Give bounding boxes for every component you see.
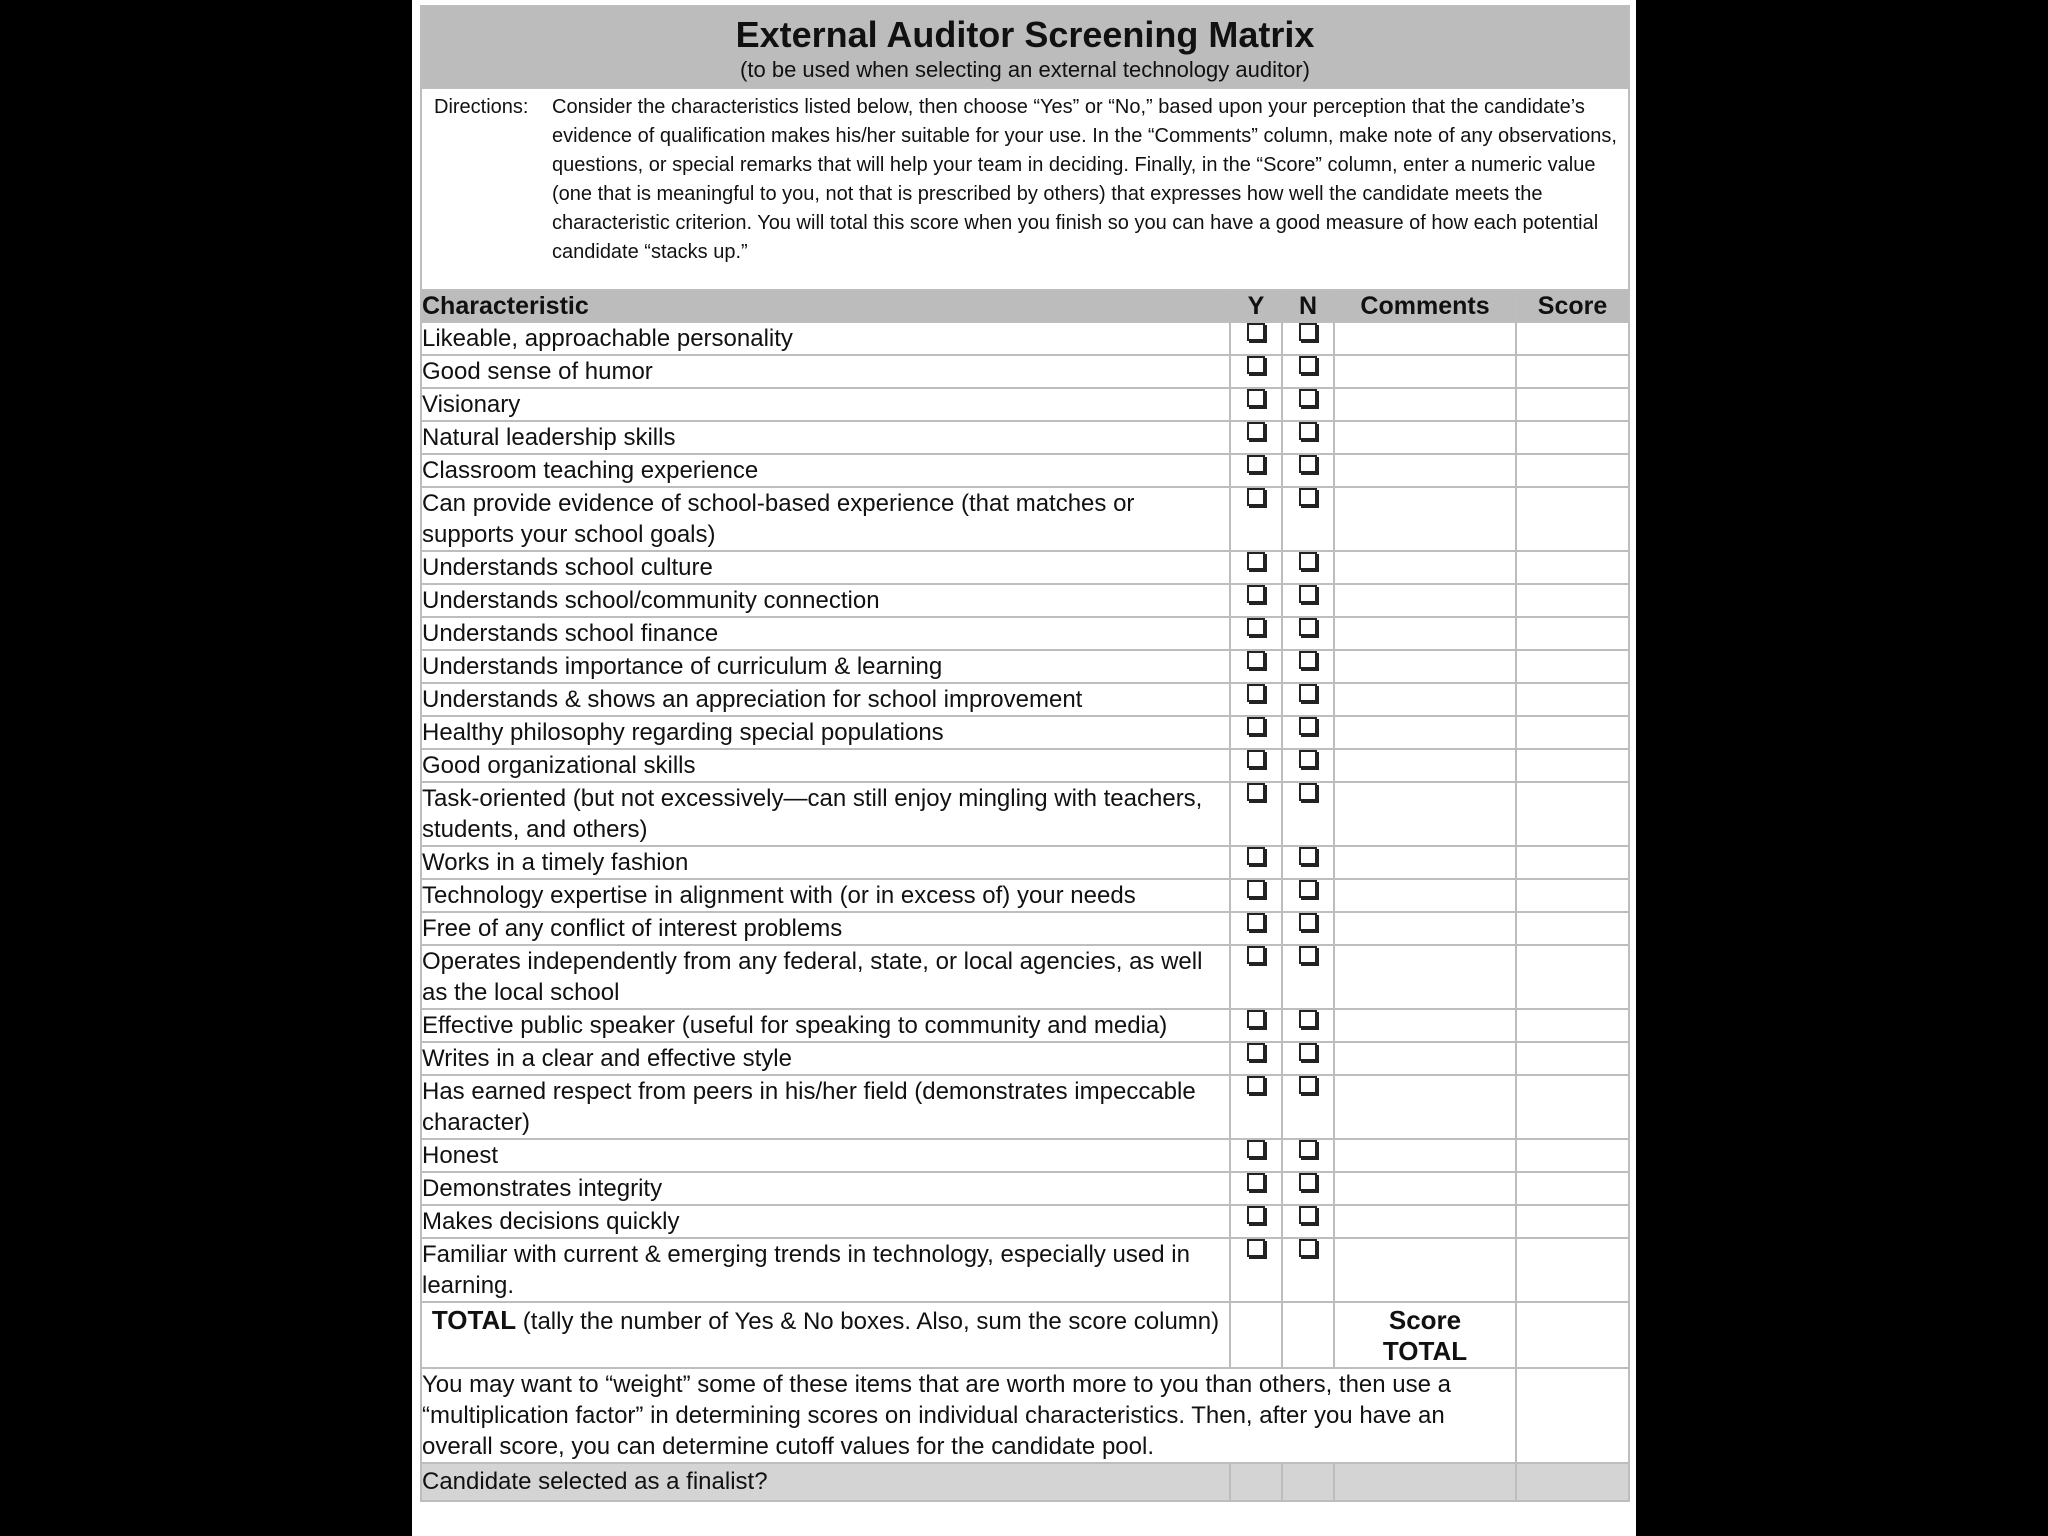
characteristic-row: [421, 388, 1629, 421]
document-page: [412, 0, 1636, 1536]
characteristic-row: [421, 749, 1629, 782]
yes-checkbox-cell: [1230, 912, 1282, 945]
comments-cell[interactable]: [1334, 1009, 1516, 1042]
yes-checkbox-cell: [1230, 551, 1282, 584]
column-header-characteristic: Characteristic: [421, 290, 1230, 322]
column-header-yes: Y: [1230, 290, 1282, 322]
yes-checkbox[interactable]: [1247, 1140, 1265, 1158]
no-checkbox[interactable]: [1299, 323, 1317, 341]
characteristic-row: [421, 1075, 1629, 1139]
yes-checkbox-cell: [1230, 1205, 1282, 1238]
total-yes-cell[interactable]: [1230, 1302, 1282, 1368]
characteristic-row: [421, 617, 1629, 650]
comments-cell[interactable]: [1334, 1139, 1516, 1172]
yes-checkbox[interactable]: [1247, 356, 1265, 374]
no-checkbox-cell: [1282, 879, 1334, 912]
characteristic-row: [421, 945, 1629, 1009]
characteristic-label: Has earned respect from peers in his/her field (demonstrates impeccable character): [421, 1075, 1230, 1139]
total-row: [421, 1302, 1629, 1368]
characteristic-row: [421, 912, 1629, 945]
characteristic-label: Can provide evidence of school-based experience (that matches or supports your school goals): [421, 487, 1230, 551]
comments-cell[interactable]: [1334, 617, 1516, 650]
yes-checkbox-cell: [1230, 846, 1282, 879]
characteristic-row: [421, 683, 1629, 716]
score-cell[interactable]: [1516, 683, 1629, 716]
score-total-label-line2: TOTAL: [1382, 1336, 1468, 1366]
no-checkbox[interactable]: [1299, 488, 1317, 506]
title-block: [421, 6, 1629, 88]
no-checkbox-cell: [1282, 1238, 1334, 1302]
yes-checkbox-cell: [1230, 716, 1282, 749]
yes-checkbox-cell: [1230, 584, 1282, 617]
comments-cell[interactable]: [1334, 322, 1516, 355]
comments-cell[interactable]: [1334, 1075, 1516, 1139]
no-checkbox-cell: [1282, 551, 1334, 584]
score-cell[interactable]: [1516, 846, 1629, 879]
comments-cell[interactable]: [1334, 846, 1516, 879]
comments-cell[interactable]: [1334, 1172, 1516, 1205]
characteristic-row: [421, 782, 1629, 846]
total-note: (tally the number of Yes & No boxes. Also, sum the score column): [522, 1308, 1220, 1335]
yes-checkbox[interactable]: [1247, 323, 1265, 341]
yes-checkbox[interactable]: [1247, 618, 1265, 636]
no-checkbox-cell: [1282, 355, 1334, 388]
characteristic-row: [421, 1009, 1629, 1042]
characteristic-label: Likeable, approachable personality: [421, 322, 1230, 355]
score-cell[interactable]: [1516, 421, 1629, 454]
score-cell[interactable]: [1516, 1009, 1629, 1042]
characteristic-label: Free of any conflict of interest problems: [421, 912, 1230, 945]
no-checkbox[interactable]: [1299, 717, 1317, 735]
yes-checkbox[interactable]: [1247, 488, 1265, 506]
yes-checkbox[interactable]: [1247, 783, 1265, 801]
yes-checkbox-cell: [1230, 1238, 1282, 1302]
yes-checkbox-cell: [1230, 1009, 1282, 1042]
score-cell[interactable]: [1516, 322, 1629, 355]
comments-cell[interactable]: [1334, 355, 1516, 388]
no-checkbox-cell: [1282, 912, 1334, 945]
directions-block: [421, 88, 1629, 290]
score-cell[interactable]: [1516, 749, 1629, 782]
characteristic-label: Writes in a clear and effective style: [421, 1042, 1230, 1075]
column-header-no: N: [1282, 290, 1334, 322]
column-header-score: Score: [1516, 290, 1629, 322]
comments-cell[interactable]: [1334, 912, 1516, 945]
weighting-note-blank-cell: [1516, 1368, 1629, 1463]
column-header-row: [421, 290, 1629, 322]
no-checkbox[interactable]: [1299, 783, 1317, 801]
characteristic-label: Understands school/community connection: [421, 584, 1230, 617]
weighting-note-row: [421, 1368, 1629, 1463]
yes-checkbox[interactable]: [1247, 1076, 1265, 1094]
score-cell[interactable]: [1516, 879, 1629, 912]
score-cell[interactable]: [1516, 1042, 1629, 1075]
characteristic-label: Classroom teaching experience: [421, 454, 1230, 487]
characteristic-row: [421, 650, 1629, 683]
score-cell[interactable]: [1516, 1205, 1629, 1238]
comments-cell[interactable]: [1334, 749, 1516, 782]
comments-cell[interactable]: [1334, 716, 1516, 749]
yes-checkbox-cell: [1230, 1172, 1282, 1205]
characteristic-row: [421, 1172, 1629, 1205]
no-checkbox-cell: [1282, 421, 1334, 454]
no-checkbox-cell: [1282, 584, 1334, 617]
yes-checkbox[interactable]: [1247, 913, 1265, 931]
no-checkbox-cell: [1282, 749, 1334, 782]
comments-cell[interactable]: [1334, 782, 1516, 846]
score-cell[interactable]: [1516, 487, 1629, 551]
comments-cell[interactable]: [1334, 683, 1516, 716]
comments-cell[interactable]: [1334, 454, 1516, 487]
characteristic-row: [421, 846, 1629, 879]
characteristic-label: Effective public speaker (useful for speaking to community and media): [421, 1009, 1230, 1042]
column-header-comments: Comments: [1334, 290, 1516, 322]
yes-checkbox-cell: [1230, 879, 1282, 912]
no-checkbox[interactable]: [1299, 1140, 1317, 1158]
no-checkbox[interactable]: [1299, 913, 1317, 931]
score-cell[interactable]: [1516, 912, 1629, 945]
characteristic-row: [421, 355, 1629, 388]
no-checkbox[interactable]: [1299, 880, 1317, 898]
no-checkbox-cell: [1282, 1172, 1334, 1205]
no-checkbox[interactable]: [1299, 389, 1317, 407]
characteristic-label: Understands & shows an appreciation for school improvement: [421, 683, 1230, 716]
score-cell[interactable]: [1516, 617, 1629, 650]
no-checkbox[interactable]: [1299, 585, 1317, 603]
yes-checkbox-cell: [1230, 421, 1282, 454]
characteristic-label: Understands importance of curriculum & learning: [421, 650, 1230, 683]
characteristic-label: Understands school culture: [421, 551, 1230, 584]
characteristic-row: [421, 454, 1629, 487]
characteristic-label: Technology expertise in alignment with (or in excess of) your needs: [421, 879, 1230, 912]
finalist-label: Candidate selected as a finalist?: [421, 1463, 1230, 1501]
no-checkbox-cell: [1282, 322, 1334, 355]
yes-checkbox-cell: [1230, 650, 1282, 683]
yes-checkbox-cell: [1230, 782, 1282, 846]
no-checkbox-cell: [1282, 650, 1334, 683]
yes-checkbox-cell: [1230, 749, 1282, 782]
total-label: TOTAL: [431, 1305, 517, 1335]
comments-cell[interactable]: [1334, 650, 1516, 683]
characteristic-label: Makes decisions quickly: [421, 1205, 1230, 1238]
no-checkbox[interactable]: [1299, 651, 1317, 669]
no-checkbox-cell: [1282, 1139, 1334, 1172]
characteristic-row: [421, 716, 1629, 749]
no-checkbox-cell: [1282, 1042, 1334, 1075]
yes-checkbox[interactable]: [1247, 389, 1265, 407]
no-checkbox[interactable]: [1299, 847, 1317, 865]
yes-checkbox[interactable]: [1247, 1173, 1265, 1191]
directions-label: Directions:: [434, 96, 529, 118]
no-checkbox-cell: [1282, 846, 1334, 879]
no-checkbox-cell: [1282, 1075, 1334, 1139]
no-checkbox-cell: [1282, 782, 1334, 846]
no-checkbox-cell: [1282, 487, 1334, 551]
characteristic-row: [421, 487, 1629, 551]
yes-checkbox-cell: [1230, 945, 1282, 1009]
yes-checkbox[interactable]: [1247, 585, 1265, 603]
characteristic-label: Operates independently from any federal, state, or local agencies, as well as the local school: [421, 945, 1230, 1009]
yes-checkbox-cell: [1230, 454, 1282, 487]
score-cell[interactable]: [1516, 584, 1629, 617]
yes-checkbox-cell: [1230, 1075, 1282, 1139]
score-total-label-cell: [1334, 1302, 1516, 1368]
yes-checkbox-cell: [1230, 322, 1282, 355]
yes-checkbox[interactable]: [1247, 651, 1265, 669]
finalist-score-cell[interactable]: [1516, 1463, 1629, 1501]
characteristic-row: [421, 421, 1629, 454]
comments-cell[interactable]: [1334, 584, 1516, 617]
comments-cell[interactable]: [1334, 388, 1516, 421]
finalist-row: [421, 1463, 1629, 1501]
score-cell[interactable]: [1516, 355, 1629, 388]
finalist-no-cell[interactable]: [1282, 1463, 1334, 1501]
no-checkbox[interactable]: [1299, 1239, 1317, 1257]
yes-checkbox[interactable]: [1247, 1239, 1265, 1257]
characteristic-label: Demonstrates integrity: [421, 1172, 1230, 1205]
yes-checkbox[interactable]: [1247, 946, 1265, 964]
score-cell[interactable]: [1516, 454, 1629, 487]
yes-checkbox-cell: [1230, 487, 1282, 551]
no-checkbox[interactable]: [1299, 455, 1317, 473]
page-subtitle: (to be used when selecting an external technology auditor): [740, 57, 1310, 82]
total-label-cell: [421, 1302, 1230, 1368]
comments-cell[interactable]: [1334, 487, 1516, 551]
yes-checkbox[interactable]: [1247, 1043, 1265, 1061]
screening-matrix-table: [420, 5, 1630, 1502]
score-cell[interactable]: [1516, 551, 1629, 584]
characteristic-row: [421, 551, 1629, 584]
no-checkbox-cell: [1282, 388, 1334, 421]
characteristic-row: [421, 584, 1629, 617]
no-checkbox[interactable]: [1299, 356, 1317, 374]
comments-cell[interactable]: [1334, 1205, 1516, 1238]
yes-checkbox[interactable]: [1247, 1010, 1265, 1028]
characteristic-row: [421, 322, 1629, 355]
no-checkbox[interactable]: [1299, 684, 1317, 702]
yes-checkbox[interactable]: [1247, 717, 1265, 735]
no-checkbox-cell: [1282, 683, 1334, 716]
no-checkbox[interactable]: [1299, 1076, 1317, 1094]
score-total-label-line1: Score: [1388, 1305, 1462, 1335]
score-cell[interactable]: [1516, 388, 1629, 421]
finalist-yes-cell[interactable]: [1230, 1463, 1282, 1501]
yes-checkbox[interactable]: [1247, 847, 1265, 865]
score-cell[interactable]: [1516, 1238, 1629, 1302]
yes-checkbox[interactable]: [1247, 1206, 1265, 1224]
no-checkbox[interactable]: [1299, 552, 1317, 570]
characteristic-label: Good organizational skills: [421, 749, 1230, 782]
finalist-comments-cell[interactable]: [1334, 1463, 1516, 1501]
directions-text: Consider the characteristics listed below, then choose “Yes” or “No,” based upon your perception that the candidate’s evidence of qualification makes his/her suitable for your use. In the “Comments” column, make note of any observations, questions, or special remarks that will help your team in deciding. Finally, in the “Score” column, enter a numeric value (one that is meaningful to you, not that is prescribed by others) that expresses how well the candidate meets the characteristic criterion. You will total this score when you finish so you can have a good measure of how each potential candidate “stacks up.”: [552, 96, 1617, 263]
no-checkbox[interactable]: [1299, 946, 1317, 964]
comments-cell[interactable]: [1334, 945, 1516, 1009]
score-total-cell[interactable]: [1516, 1302, 1629, 1368]
comments-cell[interactable]: [1334, 551, 1516, 584]
characteristic-label: Understands school finance: [421, 617, 1230, 650]
comments-cell[interactable]: [1334, 421, 1516, 454]
characteristic-row: [421, 879, 1629, 912]
yes-checkbox-cell: [1230, 683, 1282, 716]
characteristic-label: Familiar with current & emerging trends in technology, especially used in learning.: [421, 1238, 1230, 1302]
comments-cell[interactable]: [1334, 879, 1516, 912]
yes-checkbox[interactable]: [1247, 552, 1265, 570]
score-cell[interactable]: [1516, 1075, 1629, 1139]
characteristic-row: [421, 1238, 1629, 1302]
weighting-note: You may want to “weight” some of these items that are worth more to you than others, then use a “multiplication factor” in determining scores on individual characteristics. Then, after you have an overall score, you can determine cutoff values for the candidate pool.: [421, 1368, 1516, 1463]
characteristic-row: [421, 1205, 1629, 1238]
characteristic-label: Works in a timely fashion: [421, 846, 1230, 879]
yes-checkbox-cell: [1230, 1042, 1282, 1075]
score-cell[interactable]: [1516, 782, 1629, 846]
yes-checkbox[interactable]: [1247, 455, 1265, 473]
no-checkbox[interactable]: [1299, 1206, 1317, 1224]
no-checkbox[interactable]: [1299, 618, 1317, 636]
score-cell[interactable]: [1516, 1139, 1629, 1172]
no-checkbox[interactable]: [1299, 1173, 1317, 1191]
comments-cell[interactable]: [1334, 1042, 1516, 1075]
no-checkbox-cell: [1282, 617, 1334, 650]
yes-checkbox[interactable]: [1247, 684, 1265, 702]
comments-cell[interactable]: [1334, 1238, 1516, 1302]
characteristic-label: Visionary: [421, 388, 1230, 421]
no-checkbox[interactable]: [1299, 750, 1317, 768]
characteristic-label: Honest: [421, 1139, 1230, 1172]
total-no-cell[interactable]: [1282, 1302, 1334, 1368]
yes-checkbox-cell: [1230, 617, 1282, 650]
no-checkbox-cell: [1282, 716, 1334, 749]
score-cell[interactable]: [1516, 650, 1629, 683]
yes-checkbox-cell: [1230, 1139, 1282, 1172]
yes-checkbox[interactable]: [1247, 422, 1265, 440]
no-checkbox-cell: [1282, 1009, 1334, 1042]
characteristic-row: [421, 1139, 1629, 1172]
score-cell[interactable]: [1516, 1172, 1629, 1205]
characteristic-label: Natural leadership skills: [421, 421, 1230, 454]
no-checkbox[interactable]: [1299, 422, 1317, 440]
no-checkbox[interactable]: [1299, 1043, 1317, 1061]
score-cell[interactable]: [1516, 716, 1629, 749]
characteristic-label: Task-oriented (but not excessively—can still enjoy mingling with teachers, students, and others): [421, 782, 1230, 846]
yes-checkbox[interactable]: [1247, 880, 1265, 898]
no-checkbox-cell: [1282, 945, 1334, 1009]
page-title: External Auditor Screening Matrix: [735, 14, 1315, 55]
score-cell[interactable]: [1516, 945, 1629, 1009]
no-checkbox-cell: [1282, 454, 1334, 487]
yes-checkbox[interactable]: [1247, 750, 1265, 768]
yes-checkbox-cell: [1230, 355, 1282, 388]
yes-checkbox-cell: [1230, 388, 1282, 421]
characteristic-row: [421, 1042, 1629, 1075]
characteristic-label: Good sense of humor: [421, 355, 1230, 388]
no-checkbox[interactable]: [1299, 1010, 1317, 1028]
no-checkbox-cell: [1282, 1205, 1334, 1238]
characteristic-label: Healthy philosophy regarding special populations: [421, 716, 1230, 749]
